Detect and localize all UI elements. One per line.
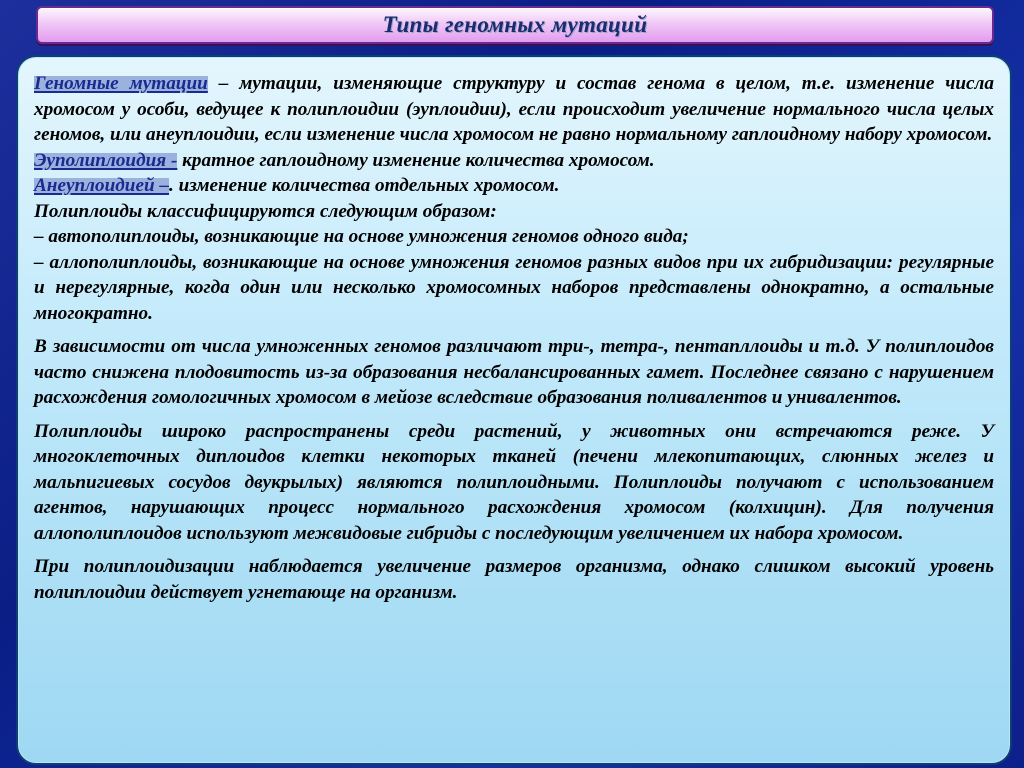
slide-title-bar — [36, 6, 994, 44]
intro-definition: – мутации, изменяющие структуру и состав генома в целом, т.е. изменение числа хромосом у особи, ведущее к полиплоидии (эуплоидии), если происходит увеличение нормального числа целых геномов, или анеуплоидии, если изменение числа хромосом не равно нормальному гаплоидному набору хромосом. — [34, 73, 994, 145]
intro-paragraph — [34, 71, 994, 148]
classification-heading: Полиплоиды классифицируются следующим образом: — [34, 200, 497, 222]
aneuploidy-definition: . изменение количества отдельных хромосом. — [169, 175, 560, 196]
aneuploidy-paragraph — [34, 173, 994, 199]
paragraph-genome-number: В зависимости от числа умноженных геномов различают три-, тетра-, пентапллоиды и т.д. У полиплоидов часто снижена плодовитость из-за образования несбалансированных гамет. Последнее связано с нарушением расхождения гомологичных хромосом в мейозе вследствие образования поливалентов и унивалентов. — [34, 336, 994, 408]
term-aneuploidy: Анеуплоидией – — [34, 175, 170, 196]
term-genomic-mutations: Геномные мутации — [34, 73, 208, 94]
euploidy-paragraph — [34, 148, 994, 174]
term-euploidy: Эуполиплоидия - — [34, 149, 178, 171]
slide-title: Типы геномных мутаций — [382, 12, 648, 37]
classification-item-auto: – автополиплоиды, возникающие на основе умножения геномов одного вида; — [34, 226, 689, 247]
classification-item-allo: – аллополиплоиды, возникающие на основе умножения геномов разных видов при их гибридизации: регулярные и нерегулярные, когда один или несколько хромосомных наборов представлены однократно, а остальные многократно. — [34, 251, 994, 324]
content-panel — [16, 55, 1012, 765]
euploidy-definition: кратное гаплоидному изменение количества хромосом. — [177, 149, 655, 171]
paragraph-polyploidization-size: При полиплоидизации наблюдается увеличение размеров организма, однако слишком высокий уровень полиплоидии действует угнетающе на организм. — [34, 556, 994, 603]
paragraph-polyploid-spread: Полиплоиды широко распространены среди растений, у животных они встречаются реже. У многоклеточных диплоидов клетки некоторых тканей (печени млекопитающих, слюнных желез и мальпигиевых сосудов двукрылых) являются полиплоидными. Полиплоиды получают с использованием агентов, нарушающих процесс нормального расхождения хромосом (колхицин). Для получения аллополиплоидов используют межвидовые гибриды с последующим увеличением их набора хромосом. — [34, 420, 994, 544]
